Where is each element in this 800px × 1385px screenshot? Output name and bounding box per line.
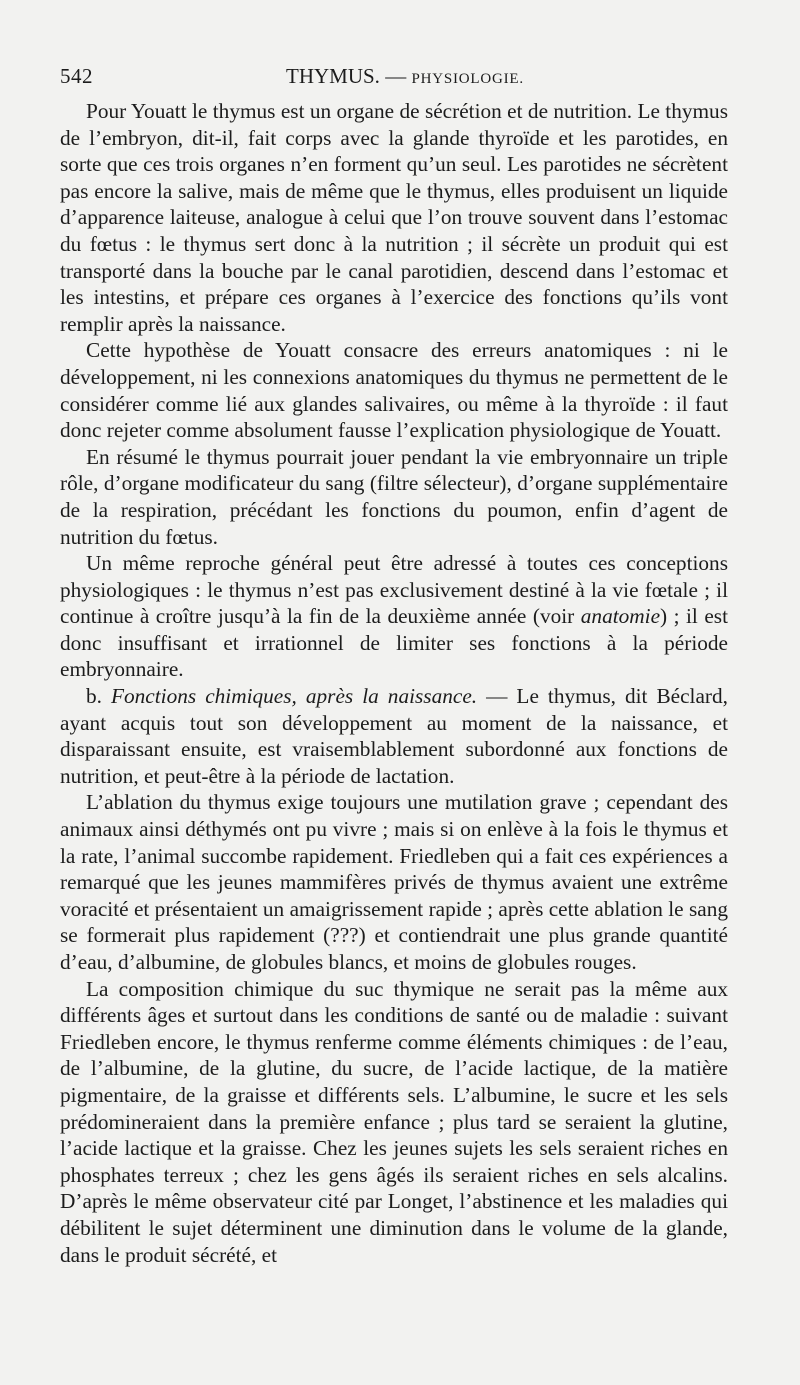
paragraph-chemical-functions-text: — Le thymus, dit Béclard, ayant acquis tout son développement au moment de la naissance, et disparaissant ensuite, est vraisemblablement subordonné aux fonctions de nutrition, et peut-être à la période de lactation. — [60, 684, 728, 788]
paragraph-youatt-hypothesis: Pour Youatt le thymus est un organe de sécrétion et de nutrition. Le thymus de l’embryon, dit-il, fait corps avec la glande thyroïde et les parotides, en sorte que ces trois organes n’en forment qu’un seul. Les parotides ne sécrètent pas encore la salive, mais de même que le thymus, elles produisent un liquide d’apparence laiteuse, analogue à celui que l’on trouve souvent dans l’estomac du fœtus : le thymus sert donc à la nutrition ; il sécrète un produit qui est transporté dans la bouche par le canal parotidien, descend dans l’estomac et les intestins, et prépare ces organes à l’exercice des fonctions qu’ils vont remplir après la naissance. — [60, 99, 728, 336]
page-number: 542 — [60, 64, 93, 88]
running-header — [60, 62, 728, 90]
running-title-separator: — — [385, 64, 407, 88]
running-title-sub: PHYSIOLOGIE. — [411, 71, 524, 87]
running-title — [286, 62, 524, 93]
body-text — [60, 98, 728, 1268]
paragraph-general-reproach — [60, 550, 728, 683]
section-heading: Fonctions chimiques, après la naissance. — [111, 684, 478, 709]
section-letter: b. — [86, 684, 102, 709]
paragraph-chemical-functions — [60, 683, 728, 789]
paragraph-youatt-critique: Cette hypothèse de Youatt consacre des erreurs anatomiques : ni le développement, ni les connexions anatomiques du thymus ne permettent de le considérer comme lié aux glandes salivaires, ou même à la thyroïde : il faut donc rejeter comme absolument fausse l’explication physiologique de Youatt. — [60, 338, 728, 443]
running-title-main: THYMUS. — [286, 64, 380, 88]
paragraph-ablation: L’ablation du thymus exige toujours une mutilation grave ; cependant des animaux ainsi déthymés ont pu vivre ; mais si on enlève à la fois le thymus et la rate, l’animal succombe rapidement. Friedleben qui a fait ces expériences a remarqué que les jeunes mammifères privés de thymus avaient une extrême voracité et présentaient un amaigrissement rapide ; après cette ablation le sang se formerait plus rapidement (???) et contiendrait une plus grande quantité d’eau, d’albumine, de globules blancs, et moins de globules rouges. — [60, 790, 728, 974]
anatomie-reference: anatomie — [580, 604, 661, 629]
paragraph-composition: La composition chimique du suc thymique ne serait pas la même aux différents âges et surtout dans les conditions de santé ou de maladie : suivant Friedleben encore, le thymus renferme comme éléments chimiques : de l’eau, de l’albumine, de la glutine, du sucre, de l’acide lactique, de la matière pigmentaire, de la graisse et différents sels. L’albumine, le sucre et les sels prédomineraient dans la première enfance ; plus tard se seraient la glutine, l’acide lactique et la graisse. Chez les jeunes sujets les sels seraient riches en phosphates terreux ; chez les gens âgés ils seraient riches en sels alcalins. D’après le même observateur cité par Longet, l’abstinence et les maladies qui débilitent le sujet déterminent une diminution dans le volume de la glande, dans le produit sécrété, et — [60, 976, 728, 1267]
paragraph-general-reproach-text: Un même reproche général peut être adressé à toutes ces conceptions physiologiques : le thymus n’est pas exclusivement destiné à la vie fœtale ; il continue à croître jusqu’à la fin de la deuxième année (voir — [60, 551, 728, 629]
paragraph-summary: En résumé le thymus pourrait jouer pendant la vie embryonnaire un triple rôle, d’organe modificateur du sang (filtre sélecteur), d’organe supplémentaire de la respiration, précédant les fonctions du poumon, enfin d’agent de nutrition du fœtus. — [60, 444, 728, 549]
paragraph-general-reproach-end: ) ; il est donc insuffisant et irrationnel de limiter ses fonctions à la période embryonnaire. — [60, 604, 728, 682]
